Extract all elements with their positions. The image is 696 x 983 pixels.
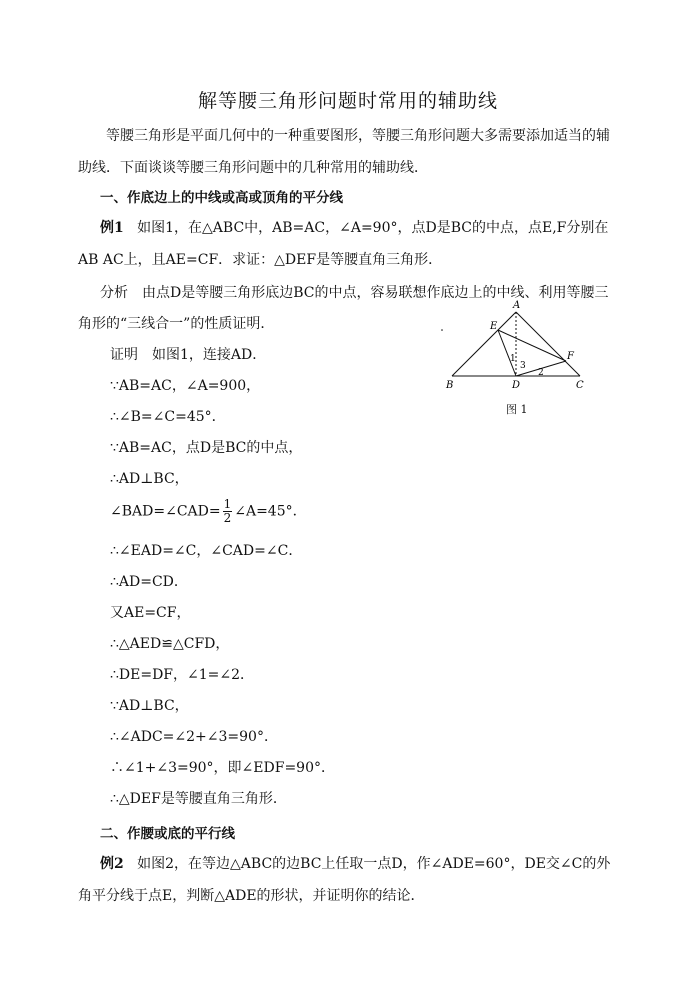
analysis-line1: 分析 由点D是等腰三角形底边BC的中点，容易联想作底边上的中线、利用等腰三	[100, 285, 609, 301]
proof-step: ∴△AED≌△CFD，	[110, 636, 230, 652]
proof-step: ∴DE=DF，∠1=∠2．	[110, 667, 255, 683]
proof-step: 又AE=CF，	[110, 605, 191, 621]
label-angle-2: 2	[538, 368, 544, 378]
proof-step-text: ∠BAD=∠CAD=	[110, 503, 221, 520]
example1-label: 例1	[100, 220, 124, 236]
example2-line1	[100, 853, 610, 873]
section1-heading: 一、作底边上的中线或高或顶角的平分线	[100, 190, 343, 206]
proof-step: ∴∠ADC=∠2+∠3=90°．	[110, 729, 278, 745]
section2-heading: 二、作腰或底的平行线	[100, 826, 235, 842]
example1-line2: AB AC上，且AE=CF．求证：△DEF是等腰直角三角形．	[78, 252, 443, 268]
proof-intro: 证明 如图1，连接AD．	[110, 347, 267, 363]
analysis-line2: 角形的“三线合一”的性质证明．	[78, 316, 275, 332]
example2-line2: 角平分线于点E，判断△ADE的形状，并证明你的结论．	[78, 888, 425, 904]
proof-step: ∴AD⊥BC，	[110, 471, 189, 487]
proof-step: ∴∠1+∠3=90°，即∠EDF=90°．	[110, 760, 335, 776]
proof-step: ∵AB=AC，∠A=900，	[110, 378, 261, 394]
proof-step-fraction	[110, 498, 307, 525]
fraction-numerator: 1	[223, 497, 232, 511]
stray-dot	[441, 329, 443, 331]
proof-step: ∵AB=AC，点D是BC的中点，	[110, 440, 303, 456]
label-a: A	[513, 300, 521, 311]
label-b: B	[446, 380, 454, 391]
example2-text1: 如图2，在等边△ABC的边BC上任取一点D，作∠ADE=60°，DE交∠C的外	[137, 856, 611, 872]
proof-step: ∴∠B=∠C=45°．	[110, 409, 226, 425]
proof-step: ∴△DEF是等腰直角三角形．	[110, 791, 287, 807]
side-ab	[452, 312, 516, 376]
label-f: F	[567, 351, 574, 362]
fraction	[223, 498, 233, 525]
fraction-denominator: 2	[223, 511, 232, 525]
page-title: 解等腰三角形问题时常用的辅助线	[197, 90, 498, 112]
proof-step: ∴∠EAD=∠C，∠CAD=∠C．	[110, 543, 303, 559]
example1-line1	[100, 217, 608, 237]
example1-text1: 如图1，在△ABC中，AB=AC，∠A=90°，点D是BC的中点，点E,F分别在	[137, 220, 609, 236]
label-angle-3: 3	[520, 361, 526, 371]
label-e: E	[490, 321, 498, 332]
proof-step: ∵AD⊥BC，	[110, 698, 189, 714]
label-d: D	[512, 380, 521, 391]
figure1-diagram	[440, 298, 620, 423]
figure1-caption: 图 1	[506, 403, 528, 416]
label-angle-1: 1	[510, 354, 516, 364]
proof-step-tail: ∠A=45°．	[234, 503, 307, 520]
proof-step: ∴AD=CD．	[110, 574, 188, 590]
example2-label: 例2	[100, 856, 124, 872]
intro-paragraph: 等腰三角形是平面几何中的一种重要图形，等腰三角形问题大多需要添加适当的辅助线．下面谈谈等腰三角形问题中的几种常用的辅助线．	[78, 128, 610, 176]
label-c: C	[576, 380, 584, 391]
